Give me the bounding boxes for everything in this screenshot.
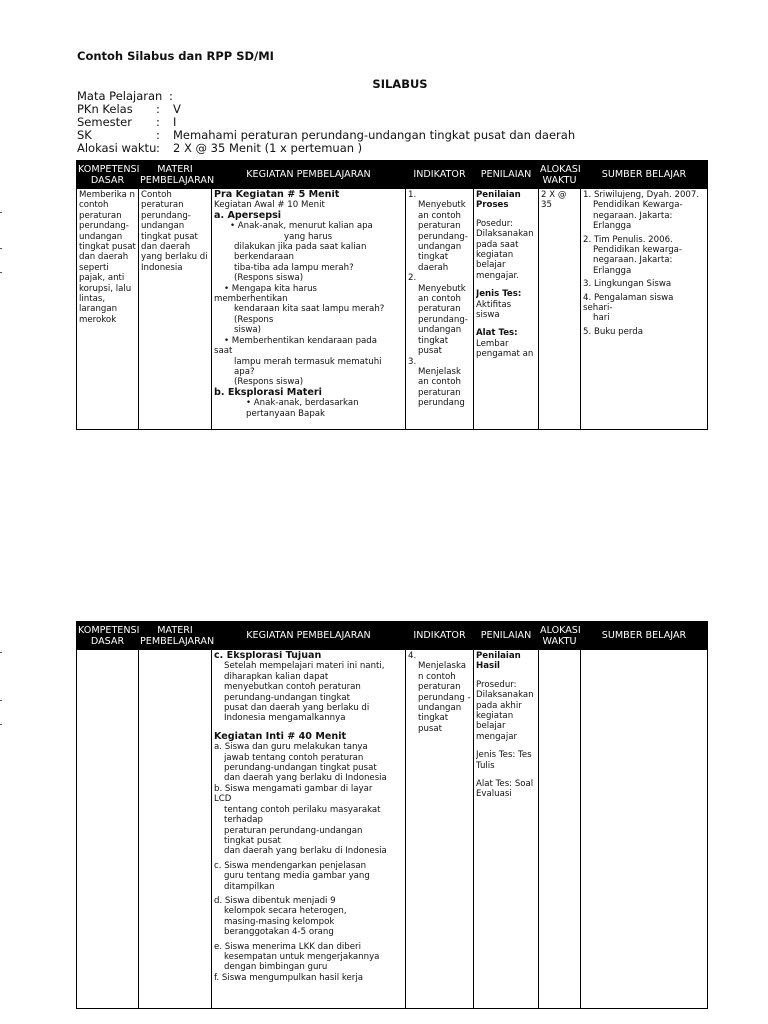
question-line: lampu merah termasuk mematuhi [234,356,382,367]
activity-line: peraturan perundang-undangan [224,825,363,836]
col-header-sumber: SUMBER BELAJAR [581,622,708,650]
sumber-line: Pendidikan Kewarga-negaraan. Jakarta: Erlangga [593,200,683,232]
table-row [77,650,708,1009]
question-line: dilakukan jika pada saat kalian [234,242,367,253]
sumber-item [583,279,705,289]
penilaian-jenis: Jenis Tes: Tes Tulis [476,750,532,771]
sumber-num: 4. [583,292,592,303]
sumber-line: Lingkungan Siswa [593,279,672,290]
table-header-row [77,161,708,189]
col-header-indikator: INDIKATOR [406,161,474,189]
col-header-kegiatan: KEGIATAN PEMBELAJARAN [212,622,406,650]
cell-kegiatan [212,189,406,430]
meta-key: Semester [77,115,132,129]
question-line: • Anak-anak, menurut kalian apa [230,221,373,232]
indikator-number: 4. [408,651,417,661]
indikator-text: Menyebutk an contoh peraturan perundang-undangan tingkat pusat [418,283,468,357]
col-header-indikator: INDIKATOR [406,622,474,650]
activity-line: jawab tentang contoh peraturan [224,752,364,763]
margin-mark [0,272,2,273]
question-line: memberhentikan [214,294,288,305]
cell-kd [77,189,139,430]
col-header-penilaian: PENILAIAN [474,161,539,189]
col-header-penilaian: PENILAIAN [474,622,539,650]
indikator-number: 2. [408,273,417,284]
sumber-item [583,327,705,337]
kegiatan-inti-heading: Kegiatan Inti # 40 Menit [214,730,347,742]
activity-line: dengan bimbingan guru [224,962,328,973]
meta-key: SK [77,128,92,142]
margin-mark [0,724,2,725]
activity-line: LCD [214,794,232,805]
indikator-number: 3. [408,356,417,367]
cell-alokasi [539,650,581,1009]
penilaian-alat: Alat Tes: Soal Evaluasi [476,779,534,800]
cell-materi [139,189,212,430]
question-line: saat [214,346,233,357]
sumber-line: Buku perda [593,326,644,337]
meta-row-semester [0,115,768,129]
response-line: (Respons siswa) [234,273,304,284]
indikator-text: Menjelask an contoh peraturan perundang [418,366,465,409]
penilaian-jenis: Aktifitas siswa [476,299,512,321]
activity-line: ditampilkan [224,881,275,892]
activity-line: beranggotakan 4-5 orang [224,927,334,938]
question-line: yang harus [284,231,333,242]
sumber-line: Tim Penulis. 2006. [593,234,673,245]
meta-colon: : [156,128,160,142]
sumber-num: 1. [583,190,592,200]
meta-colon: : [156,115,160,129]
alokasi-text: 2 X @ 35 [541,190,567,211]
activity-line: Indonesia mengamalkannya [224,713,346,724]
margin-mark [0,700,2,701]
meta-value: Memahami peraturan perundang-undangan tingkat pusat dan daerah [173,128,576,142]
col-header-kd: KOMPETENSI DASAR [77,161,139,189]
question-line: apa? [234,366,255,377]
apersepsi-heading: a. Apersepsi [214,209,282,221]
activity-line: kelompok secara heterogen, [224,906,347,917]
activity-line: perundang-undangan tingkat [224,692,350,703]
penilaian-title: Penilaian Hasil [476,651,521,672]
meta-colon: : [156,102,160,116]
sumber-item [583,235,705,245]
question-line: tiba-tiba ada lampu merah? [234,262,354,273]
cell-alokasi [539,189,581,430]
meta-key: Mata Pelajaran [77,89,163,103]
meta-colon: : [169,89,173,103]
sumber-num: 2. [583,234,592,245]
activity-line: a. Siswa dan guru melakukan tanya [214,742,368,753]
materi-text: Contoh peraturan perundang-undangan tingkat pusat dan daerah yang berlaku di Indonesia [141,190,208,273]
sumber-num: 5. [583,326,592,337]
col-header-kegiatan: KEGIATAN PEMBELAJARAN [212,161,406,189]
meta-colon: : [156,141,160,155]
question-line: • Mengapa kita harus [224,283,318,294]
sumber-line: hari [593,313,610,324]
margin-mark [0,248,2,249]
eksplorasi-tujuan-heading: c. Eksplorasi Tujuan [214,651,322,661]
cell-indikator [406,189,474,430]
sumber-num: 3. [583,279,592,290]
meta-row-mata-pelajaran [0,89,768,103]
indikator-number: 1. [408,190,417,200]
response-line: (Respons [234,314,274,325]
col-header-sumber: SUMBER BELAJAR [581,161,708,189]
penilaian-alat: Lembar pengamat an [476,338,534,360]
table-header-row [77,622,708,650]
activity-line: kesempatan untuk mengerjakannya [224,951,380,962]
eksplorasi-materi-heading: b. Eksplorasi Materi [214,386,322,398]
question-line: berkendaraan [234,252,294,263]
penilaian-prosedur: Posedur: Dilaksanakan pada saat kegiatan belajar mengajar. [476,218,534,281]
activity-line: f. Siswa mengumpulkan hasil kerja [214,972,363,983]
activity-line: e. Siswa menerima LKK dan diberi [214,941,361,952]
col-header-alokasi: ALOKASI WAKTU [539,161,581,189]
sumber-item [583,190,705,200]
activity-line: c. Siswa mendengarkan penjelasan [214,860,367,871]
cell-materi [139,650,212,1009]
cell-penilaian [474,189,539,430]
table-row [77,189,708,430]
activity-line: guru tentang media gambar yang [224,871,370,882]
meta-key: Alokasi waktu [77,141,157,155]
activity-line: dan daerah yang berlaku di Indonesia [224,846,387,857]
syllabus-table-page2 [76,621,708,1009]
margin-mark [0,652,2,653]
meta-value: I [173,115,177,129]
activity-line: masing-masing kelompok [224,916,335,927]
cell-indikator [406,650,474,1009]
penilaian-alat-label: Alat Tes: [476,328,518,339]
kd-text: Memberika n contoh peraturan perundang-undangan tingkat pusat dan daerah seperti pajak, anti korupsi, lalu lintas, larangan merokok [79,190,136,325]
cell-kd [77,650,139,1009]
sumber-item [583,293,705,314]
response-line: (Respons siswa) [234,377,304,388]
cell-sumber [581,650,708,1009]
meta-row-kelas [0,102,768,116]
activity-line: menyebutkan contoh peraturan [224,682,361,693]
activity-line: tentang contoh perilaku masyarakat [224,804,381,815]
question-line: pertanyaan Bapak [246,408,326,419]
meta-key: PKn Kelas [77,102,133,116]
question-line: • Anak-anak, berdasarkan [246,398,359,409]
document-title: Contoh Silabus dan RPP SD/MI [77,49,274,63]
question-line: kendaraan kita saat lampu merah? [234,304,385,315]
meta-row-sk [0,128,768,142]
col-header-materi: MATERI PEMBELAJARAN [139,622,212,650]
meta-value: 2 X @ 35 Menit (1 x pertemuan ) [173,141,363,155]
syllabus-table-page1 [76,160,708,430]
activity-line: pusat dan daerah yang berlaku di [224,703,370,714]
col-header-kd: KOMPETENSI DASAR [77,622,139,650]
activity-line: diharapkan kalian dapat [224,671,329,682]
cell-sumber [581,189,708,430]
penilaian-jenis-label: Jenis Tes: [476,289,522,300]
activity-line: b. Siswa mengamati gambar di layar [214,783,373,794]
col-header-alokasi: ALOKASI WAKTU [539,622,581,650]
sumber-line: Pengalaman siswa sehari- [583,292,674,314]
indikator-text: Menjelaska n contoh peraturan perundang - undangan tingkat pusat [418,661,471,734]
col-header-materi: MATERI PEMBELAJARAN [139,161,212,189]
meta-value: V [173,102,181,116]
indikator-text: Menyebutk an contoh peraturan perundang-undangan tingkat daerah [418,200,468,273]
margin-mark [0,212,2,213]
kegiatan-awal-heading: Kegiatan Awal # 10 Menit [214,200,325,211]
sumber-line: Pendidikan kewarga-negaraan. Jakarta: Erlangga [593,245,683,276]
penilaian-title: Penilaian Proses [476,190,521,211]
activity-line: dan daerah yang berlaku di Indonesia [224,773,387,784]
question-line: • Memberhentikan kendaraan pada [224,335,378,346]
activity-line: Setelah mempelajari materi ini nanti, [224,661,385,672]
silabus-heading: SILABUS [372,77,428,91]
penilaian-prosedur: Prosedur: Dilaksanakan pada akhir kegiatan belajar mengajar [476,679,534,742]
activity-line: perundang-undangan tingkat pusat [224,763,377,774]
activity-line: terhadap [224,815,263,826]
cell-kegiatan [212,650,406,1009]
activity-line: tingkat pusat [224,835,281,846]
pra-kegiatan-heading: Pra Kegiatan # 5 Menit [214,190,340,200]
sumber-line: Sriwilujeng, Dyah. 2007. [593,190,700,200]
activity-line: d. Siswa dibentuk menjadi 9 [214,895,336,906]
meta-row-alokasi [0,141,768,155]
cell-penilaian [474,650,539,1009]
response-line: siswa) [234,325,261,336]
